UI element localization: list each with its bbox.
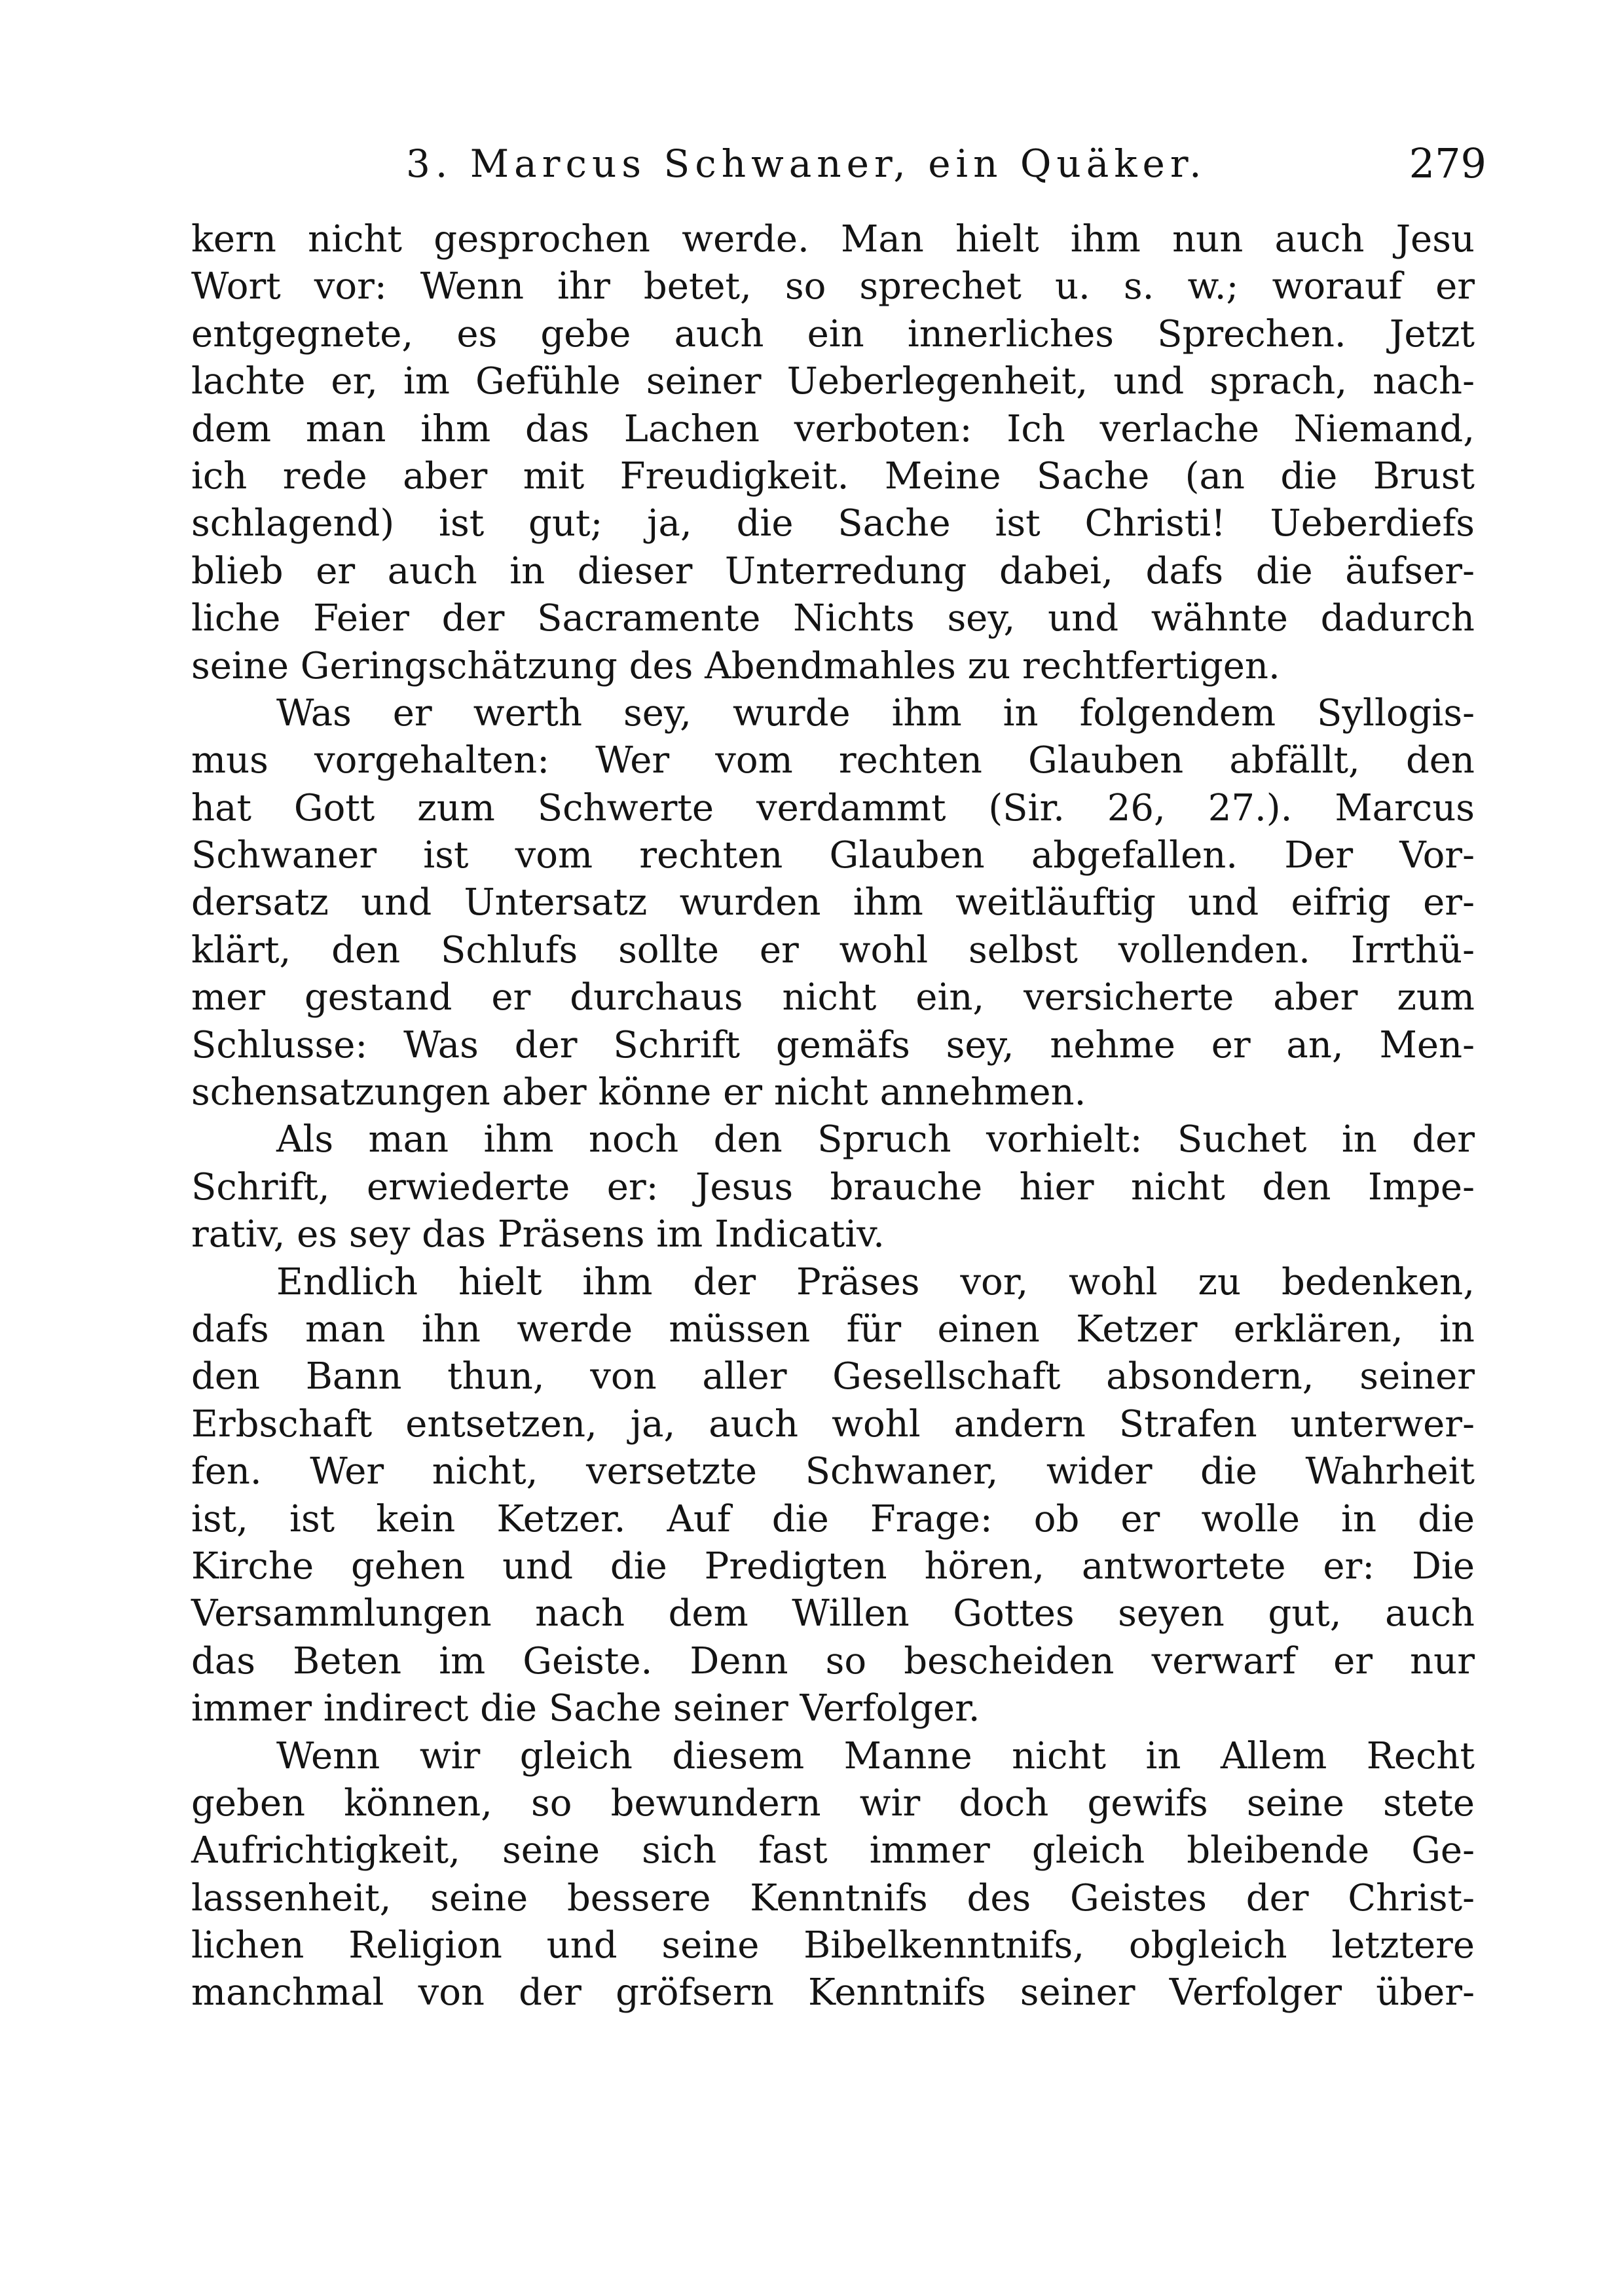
text-line: hat Gott zum Schwerte verdammt (Sir. 26, 27.). Marcus xyxy=(191,786,1475,829)
text-line: Wort vor: Wenn ihr betet, so sprechet u. s. w.; worauf er xyxy=(191,265,1475,308)
text-line: Als man ihm noch den Spruch vorhielt: Suchet in der xyxy=(276,1118,1475,1161)
text-line: entgegnete, es gebe auch ein innerliches Sprechen. Jetzt xyxy=(191,312,1475,355)
text-line: mus vorgehalten: Wer vom rechten Glauben abfällt, den xyxy=(191,739,1475,782)
text-line: schlagend) ist gut; ja, die Sache ist Christi! Ueberdiefs xyxy=(191,502,1475,545)
text-line: Wenn wir gleich diesem Manne nicht in Allem Recht xyxy=(276,1734,1475,1777)
page-header xyxy=(190,131,1486,196)
text-line: mer gestand er durchaus nicht ein, versicherte aber zum xyxy=(191,976,1475,1019)
text-line: Erbschaft entsetzen, ja, auch wohl andern Strafen unterwer- xyxy=(191,1402,1475,1446)
text-line: lachte er, im Gefühle seiner Ueberlegenheit, und sprach, nach- xyxy=(191,360,1475,403)
text-line: das Beten im Geiste. Denn so bescheiden verwarf er nur xyxy=(191,1639,1475,1683)
text-line: geben können, so bewundern wir doch gewifs seine stete xyxy=(191,1781,1475,1825)
text-line: seine Geringschätzung des Abendmahles zu rechtfertigen. xyxy=(191,644,1280,687)
text-line: den Bann thun, von aller Gesellschaft absondern, seiner xyxy=(191,1355,1475,1398)
text-line: Was er werth sey, wurde ihm in folgendem Syllogis- xyxy=(276,691,1475,735)
text-line: blieb er auch in dieser Unterredung dabei, dafs die äufser- xyxy=(191,549,1475,592)
text-line: dersatz und Untersatz wurden ihm weitläuftig und eifrig er- xyxy=(191,881,1475,924)
text-line: rativ, es sey das Präsens im Indicativ. xyxy=(191,1213,885,1256)
text-line: schensatzungen aber könne er nicht annehmen. xyxy=(191,1071,1086,1114)
running-title: 3. Marcus Schwaner, ein Quäker. xyxy=(406,141,1207,186)
text-line: lichen Religion und seine Bibelkenntnifs, obgleich letztere xyxy=(191,1924,1475,1967)
text-line: dem man ihm das Lachen verboten: Ich verlache Niemand, xyxy=(191,407,1475,450)
text-line: Versammlungen nach dem Willen Gottes seyen gut, auch xyxy=(191,1592,1475,1635)
text-line: Endlich hielt ihm der Präses vor, wohl zu bedenken, xyxy=(276,1260,1475,1303)
text-line: ist, ist kein Ketzer. Auf die Frage: ob er wolle in die xyxy=(191,1497,1475,1540)
text-line: manchmal von der gröfsern Kenntnifs seiner Verfolger über- xyxy=(191,1971,1475,2014)
text-line: liche Feier der Sacramente Nichts sey, und wähnte dadurch xyxy=(191,597,1475,640)
text-line: ich rede aber mit Freudigkeit. Meine Sache (an die Brust xyxy=(191,454,1475,498)
text-line: Aufrichtigkeit, seine sich fast immer gleich bleibende Ge- xyxy=(191,1829,1475,1872)
text-line: lassenheit, seine bessere Kenntnifs des Geistes der Christ- xyxy=(191,1876,1475,1920)
text-line: Schwaner ist vom rechten Glauben abgefallen. Der Vor- xyxy=(191,834,1475,877)
text-line: fen. Wer nicht, versetzte Schwaner, wider die Wahrheit xyxy=(191,1450,1475,1493)
text-line: Kirche gehen und die Predigten hören, antwortete er: Die xyxy=(191,1544,1475,1588)
text-line: immer indirect die Sache seiner Verfolger. xyxy=(191,1687,980,1730)
text-line: kern nicht gesprochen werde. Man hielt ihm nun auch Jesu xyxy=(191,218,1475,261)
text-line: Schlusse: Was der Schrift gemäfs sey, nehme er an, Men- xyxy=(191,1023,1475,1066)
text-line: dafs man ihn werde müssen für einen Ketzer erklären, in xyxy=(191,1307,1475,1351)
page-number: 279 xyxy=(1409,139,1486,187)
text-line: Schrift, erwiederte er: Jesus brauche hier nicht den Impe- xyxy=(191,1165,1475,1209)
body-text xyxy=(191,216,1475,2017)
text-line: klärt, den Schlufs sollte er wohl selbst vollenden. Irrthü- xyxy=(191,928,1475,972)
